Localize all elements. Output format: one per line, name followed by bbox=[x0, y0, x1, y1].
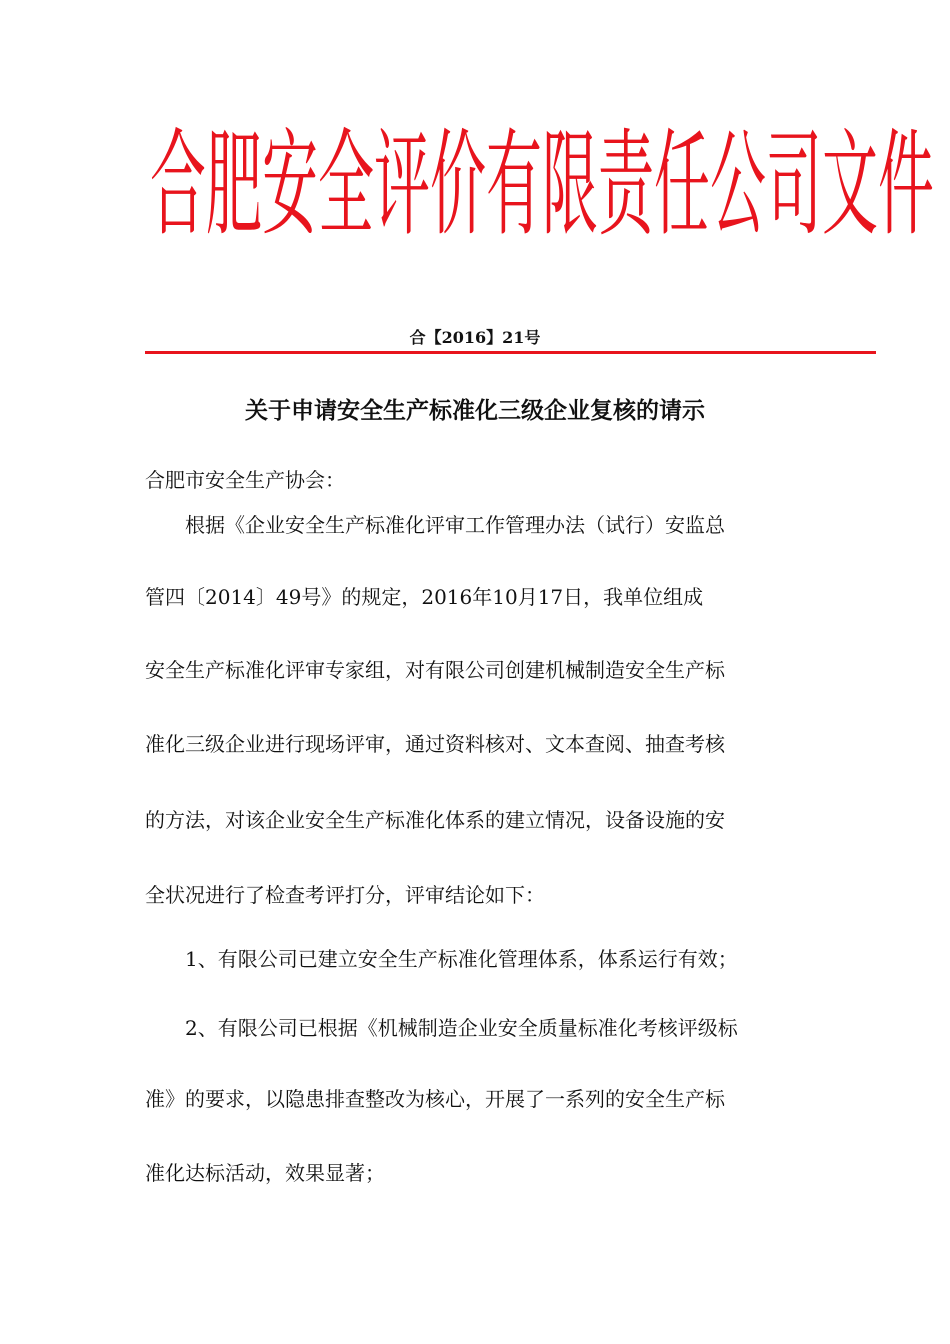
document-number: 合【2016】21号 bbox=[409, 328, 541, 347]
document-title: 关于申请安全生产标准化三级企业复核的请示 bbox=[245, 397, 705, 424]
body-line: 的方法，对该企业安全生产标准化体系的建立情况，设备设施的安 bbox=[145, 808, 725, 832]
body-line: 1、有限公司已建立安全生产标准化管理体系，体系运行有效； bbox=[145, 947, 738, 971]
body-line: 根据《企业安全生产标准化评审工作管理办法（试行）安监总 bbox=[145, 513, 725, 537]
body-line: 管四〔2014〕49号》的规定，2016年10月17日，我单位组成 bbox=[145, 585, 704, 609]
body-line: 准化达标活动，效果显著； bbox=[145, 1161, 385, 1185]
body-line: 准》的要求，以隐患排查整改为核心，开展了一系列的安全生产标 bbox=[145, 1087, 725, 1111]
salutation: 合肥市安全生产协会： bbox=[145, 468, 345, 492]
body-line: 2、有限公司已根据《机械制造企业安全质量标准化考核评级标 bbox=[145, 1016, 738, 1040]
letterhead-title: 合肥安全评价有限责任公司文件 bbox=[150, 119, 934, 253]
red-divider-line bbox=[145, 351, 876, 354]
body-line: 安全生产标准化评审专家组，对有限公司创建机械制造安全生产标 bbox=[145, 658, 725, 682]
body-line: 准化三级企业进行现场评审，通过资料核对、文本查阅、抽查考核 bbox=[145, 732, 725, 756]
body-line: 全状况进行了检查考评打分，评审结论如下： bbox=[145, 883, 545, 907]
